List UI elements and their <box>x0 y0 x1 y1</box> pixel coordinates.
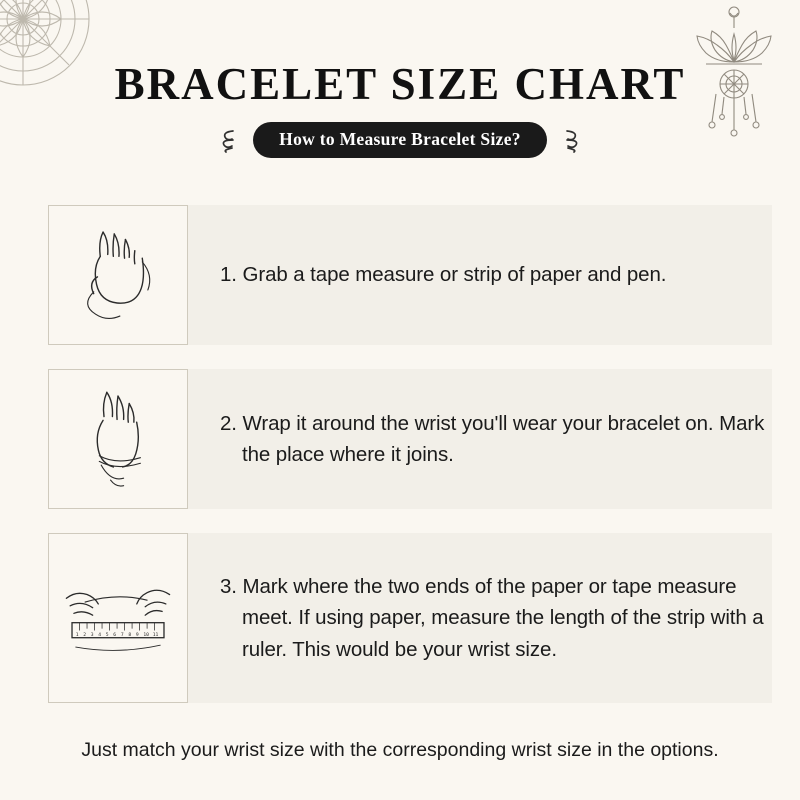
step-2-number: 2. <box>220 411 243 435</box>
svg-text:11: 11 <box>152 632 159 638</box>
swirl-ornament-icon <box>213 127 239 153</box>
steps-list <box>0 205 800 727</box>
step-2-text <box>188 369 800 509</box>
svg-text:9: 9 <box>135 632 139 638</box>
step-3-number: 3. <box>220 575 243 599</box>
list-item <box>0 369 800 509</box>
svg-text:5: 5 <box>105 632 109 638</box>
step-1-body: Grab a tape measure or strip of paper and pen. <box>242 263 667 287</box>
hand-holding-tape-measure-illustration <box>48 205 188 345</box>
svg-text:6: 6 <box>113 632 117 638</box>
svg-text:10: 10 <box>143 632 149 638</box>
step-1-number: 1. <box>220 263 243 287</box>
hands-measuring-strip-with-ruler-illustration <box>48 533 188 703</box>
step-1-text <box>188 205 800 345</box>
step-2-body: Wrap it around the wrist you'll wear your bracelet on. Mark the place where it joins. <box>242 411 765 466</box>
svg-text:2: 2 <box>83 632 87 638</box>
subtitle-row <box>0 122 800 158</box>
step-3-text <box>188 533 800 703</box>
list-item <box>0 205 800 345</box>
step-3-body: Mark where the two ends of the paper or tape measure meet. If using paper, measure the length of the strip with a ruler. This would be your wrist size. <box>242 575 764 661</box>
hand-wrapping-tape-around-wrist-illustration <box>48 369 188 509</box>
svg-text:8: 8 <box>128 632 132 638</box>
svg-text:3: 3 <box>90 632 94 638</box>
page-title: BRACELET SIZE CHART <box>114 59 686 109</box>
footer-note: Just match your wrist size with the corresponding wrist size in the options. <box>81 739 719 761</box>
svg-text:7: 7 <box>120 632 124 638</box>
svg-text:4: 4 <box>98 632 102 638</box>
swirl-ornament-icon-right <box>561 127 587 153</box>
list-item <box>0 533 800 703</box>
subtitle-pill: How to Measure Bracelet Size? <box>253 122 547 158</box>
svg-text:1: 1 <box>75 632 79 638</box>
